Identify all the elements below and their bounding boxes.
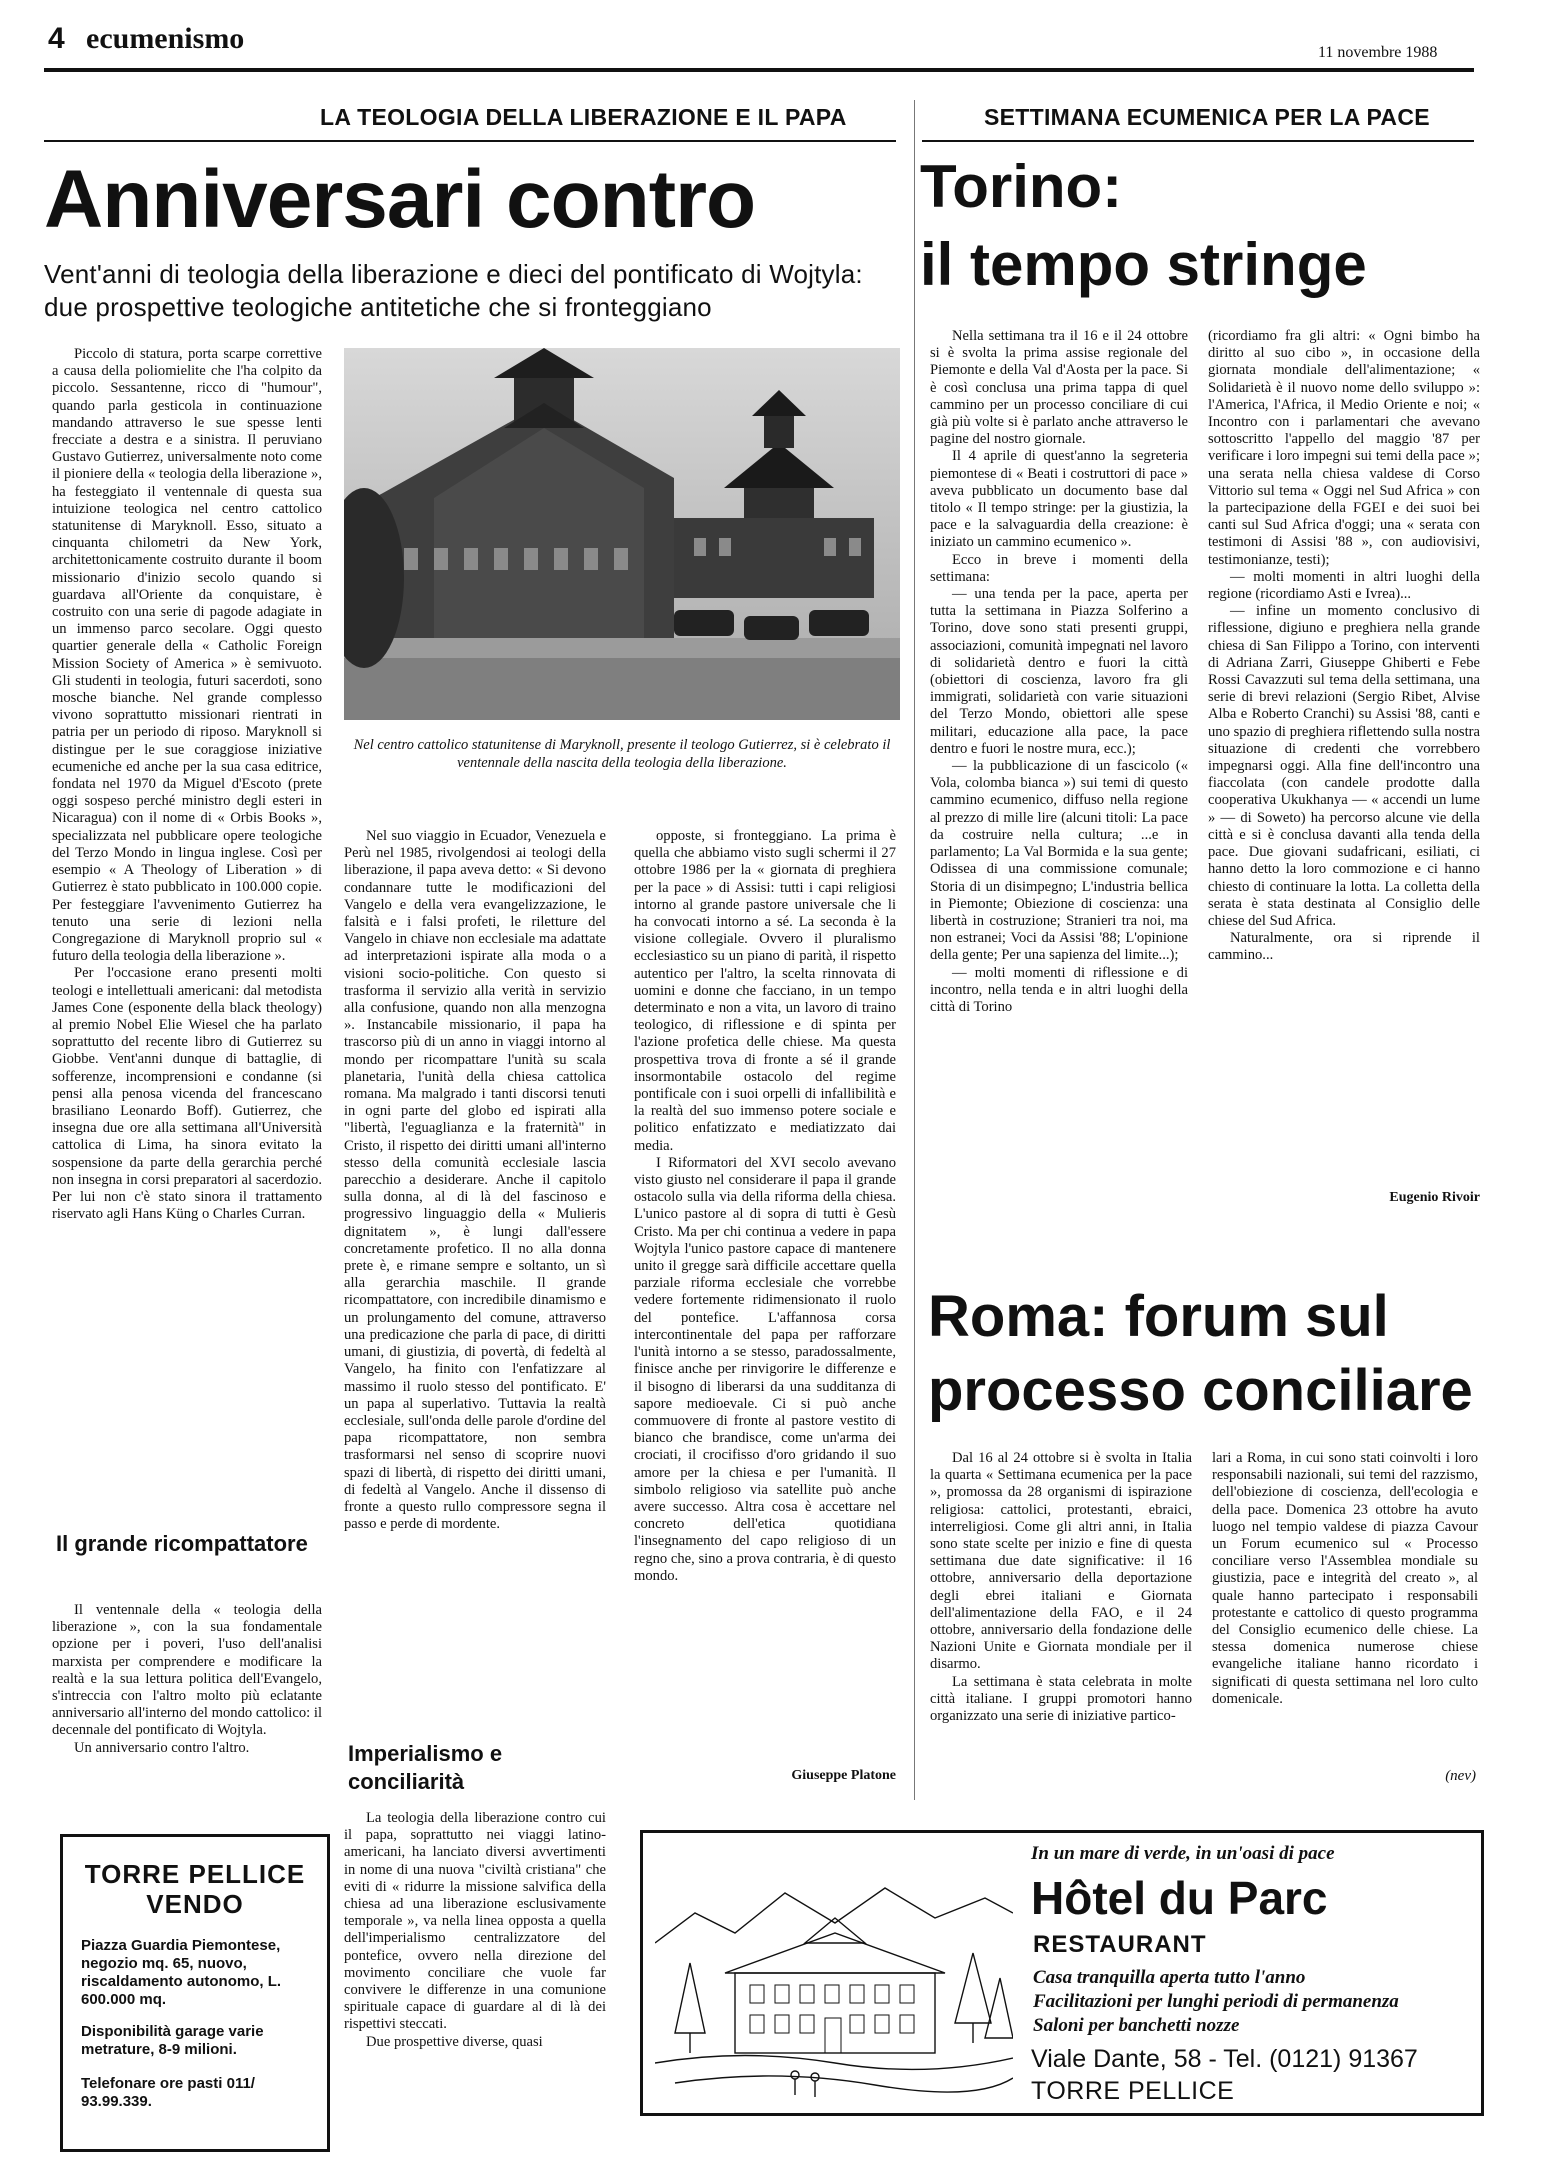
left-subtitle: Vent'anni di teologia della liberazione e dieci del pontificato di Wojtyla: due prospettive teologiche antitetiche che si fronteggiano [44, 259, 863, 322]
paragraph: — infine un momento conclusivo di riflessione, digiuno e preghiera nella grande chiesa di San Filippo a Torino, con interventi di Adriana Zarri, Giuseppe Ghiberti e Febe Rossi Cavazzuti sul tema della settimana, una serie di brevi relazioni (Sergio Ribet, Alvise Alba e Roberto Cranchi) su Assisi '88, canti e uno spazio di preghiera riflettendo sulla nostra situazione di credenti che vorrebbero impegnarsi oggi. Alla fine dell'incontro una fiaccolata (con candele prodotte dalla cooperativa Ukukhanya — « accendi un lume » — di Soweto) ha percorso alcune vie della città e si è conclusa davanti alla tenda della pace. Due giovani sudafricani, esiliati, ci hanno detto la loro commozione e ci hanno chiesto di continuare la lotta. La colletta della serata è stata destinata al Consiglio delle chiese del Sud Africa. [1208, 603, 1480, 929]
left-kicker-rule [44, 140, 896, 142]
left-article-column-3 [634, 828, 896, 1585]
hotel-restaurant: RESTAURANT [1033, 1931, 1207, 1958]
roma-headline-1: Roma: forum sul [928, 1284, 1389, 1349]
torino-headline-1: Torino: [920, 153, 1123, 220]
section-name: ecumenismo [86, 22, 245, 55]
paragraph: I Riformatori del XVI secolo avevano visto giusto nel considerare il papa il grande ostacolo sulla via della riforma della chiesa. L'unico pastore al di sopra di tutti è Gesù Cristo. Ma per chi continua a vedere in papa Wojtyla l'unico pastore capace di mantenere unito il gregge sarà difficile accettare quella parziale riforma ecclesiale che vorrebbe vedere fortemente ridimensionato il ruolo del pontefice. L'affannosa corsa intercontinentale del papa per rafforzare l'unità intorno a se stesso, paradossalmente, finisce anche per rinvigorire le differenze e il bisogno di liberarsi da una sudditanza di sapore medioevale. Ci si può anche commuovere di fronte al pastore vestito di bianco che brandisce, come un'arma dei crociati, il crocifisso d'oro gridando il suo amore per la chiesa e per l'umanità. Il simbolo religioso via satellite può anche avere successo. Altra cosa è accettare nel concreto dell'etica quotidiana l'insegnamento del capo religioso di un regno che, sino a prova contraria, è di questo mondo. [634, 1154, 896, 1584]
photo-caption: Nel centro cattolico statunitense di Maryknoll, presente il teologo Gutierrez, si è celebrato il ventennale della nascita della teologia della liberazione. [353, 737, 891, 771]
hotel-line-3: Saloni per banchetti nozze [1033, 2015, 1240, 2036]
paragraph: Ecco in breve i momenti della settimana: [930, 551, 1188, 585]
hotel-line-1: Casa tranquilla aperta tutto l'anno [1033, 1967, 1306, 1988]
hotel-tagline: In un mare di verde, in un'oasi di pace [1031, 1843, 1335, 1864]
roma-column-1 [930, 1450, 1192, 1725]
maryknoll-photo [344, 348, 900, 720]
ad-torre-garage: Disponibilità garage varie metrature, 8-9 milioni. [81, 2023, 264, 2058]
paragraph: Un anniversario contro l'altro. [74, 1739, 250, 1756]
paragraph: (ricordiamo fra gli altri: « Ogni bimbo ha diritto al suo cibo », in occasione della giornata mondiale dell'alimentazione; « Solidarietà è il nuovo nome dello sviluppo »: l'America, l'Africa, il Medio Oriente e noi; « Incontro con i parlamentari che avevano sottoscritto l'appello del maggio '87 per verificare i loro impegni sui temi della pace »; una serata nella chiesa valdese di Corso Vittorio sul tema « Oggi nel Sud Africa » con la partecipazione della FGEI e dei suoi bei canti sul Sud Africa d'oggi; una « serata con testimoni di Assisi '88 », con audiovisivi, testimonianze, testi); [1208, 328, 1480, 568]
roma-column-2 [1212, 1450, 1478, 1708]
paragraph: Il ventennale della « teologia della liberazione », con la sua fondamentale opzione per i poveri, l'uso dell'analisi marxista per comprendere e modificare la realtà e la sua lettura politica dell'Evangelo, s'intreccia con l'altro molto più eclatante anniversario all'interno del mondo cattolico: il decennale del pontificato di Wojtyla. [52, 1602, 322, 1739]
hotel-illustration [655, 1863, 1013, 2103]
right-kicker: SETTIMANA ECUMENICA PER LA PACE [984, 104, 1430, 130]
ad-torre-title: TORRE PELLICE VENDO [84, 1859, 306, 1919]
paragraph: Dal 16 al 24 ottobre si è svolta in Italia la quarta « Settimana ecumenica per la pace », promossa da 28 organismi di ispirazione religiosa: cattolici, protestanti, ebraici, interreligiosi. Come gli altri anni, in Italia sono state scelte per inizio e fine di questa settimana due date significative: il 16 ottobre, anniversario della deportazione degli ebrei italiani e Giornata dell'alimentazione della FAO, e il 24 ottobre, anniversario della fondazione delle Nazioni Unite e Giornata mondiale per il disarmo. [930, 1450, 1192, 1673]
ad-torre-phone: Telefonare ore pasti 011/ 93.99.339. [81, 2075, 255, 2110]
hotel-line-2: Facilitazioni per lunghi periodi di permanenza [1033, 1991, 1399, 2012]
hotel-address: Viale Dante, 58 - Tel. (0121) 91367 [1031, 2045, 1418, 2073]
paragraph: lari a Roma, in cui sono stati coinvolti i loro responsabili nazionali, sui temi del razzismo, dell'obiezione di coscienza, dell'ecologia e della pace. Domenica 23 ottobre ha avuto luogo nel tempio valdese di piazza Cavour un Forum ecumenico sul « Processo conciliare verso l'Assemblea mondiale su giustizia, pace e integrità del creato », al quale hanno partecipato i responsabili protestante e cattolico di questo programma del Consiglio ecumenico delle chiese. La stessa domenica numerose chiese evangeliche italiane hanno ricordato i significati di questa settimana nel loro culto domenicale. [1212, 1450, 1478, 1707]
subhead-grande-ricompattatore: Il grande ricompattatore [56, 1531, 308, 1556]
paragraph: — una tenda per la pace, aperta per tutta la settimana in Piazza Solferino a Torino, dove sono stati presenti gruppi, associazioni, comunità impegnati nel lavoro di solidarietà dentro e fuori la città (obiettori di coscienza, lavoro fra gli immigrati, solidarietà con varie situazioni del Terzo Mondo, obiettori alle spese militari, educazione alla pace, la pace dentro e fuori le nostre mura, ecc.); [930, 586, 1188, 757]
left-article-column-2 [344, 828, 606, 1533]
paragraph: Per l'occasione erano presenti molti teologi e intellettuali americani: dal metodista James Cone (esponente della black theology) al premio Nobel Elie Wiesel che ha parlato soprattutto del recente libro di Gutierrez su Giobbe. Vent'anni dunque di battaglie, di sofferenze, incomprensioni e condanne (si pensi alla penosa vicenda del francescano brasiliano Leonardo Boff). Gutierrez, che insegna due ore alla settimana all'Università cattolica di Lima, ha sinora evitato la sospensione da parte della gerarchia perché non insegna in corsi preparatori al sacerdozio. Per lui non c'è stato sinora il trattamento riservato agli Hans Küng o Charles Curran. [52, 965, 322, 1223]
subhead-imperialismo: Imperialismo e conciliarità [348, 1741, 503, 1794]
signature-platone: Giuseppe Platone [791, 1768, 896, 1783]
ad-hotel-du-parc [640, 1830, 1484, 2116]
issue-date: 11 novembre 1988 [1318, 44, 1438, 61]
hotel-city: TORRE PELLICE [1031, 2077, 1235, 2105]
left-headline: Anniversari contro [44, 154, 756, 245]
paragraph: — molti momenti in altri luoghi della regione (ricordiamo Asti e Ivrea)... [1208, 568, 1480, 603]
page-number: 4 [48, 22, 65, 55]
paragraph: Il 4 aprile di quest'anno la segreteria piemontese di « Beati i costruttori di pace » aveva pubblicato un documento base dal titolo « Il tempo stringe: per la giustizia, la pace e la salvaguardia della creazione: è iniziato un cammino ecumenico ». [930, 448, 1188, 551]
roma-headline-2: processo conciliare [928, 1358, 1473, 1423]
paragraph: — la pubblicazione di un fascicolo (« Vola, colomba bianca ») sui temi di questo cammino ecumenico, diffuso nella regione al prezzo di mille lire (alcuni titoli: La pace da costruire nella cultura; ...e in parlamento; La Val Bormida e la sua gente; Odissea di una commissione comunale; Storia di un disimpegno; L'industria bellica in Piemonte; Obiezione di coscienza: una libertà in costruzione; Stranieri tra noi, ma non estranei; Voci da Assisi '88; L'opinione della gente; Per una sapienza del limite...); [930, 758, 1188, 964]
left-article-column-2b [344, 1810, 606, 2051]
left-article-column-1 [52, 346, 322, 1223]
paragraph: Piccolo di statura, porta scarpe correttive a causa della poliomielite che l'ha colpito da piccolo. Sessantenne, ricco di "humour", quando parla gesticola in continuazione mandando attraverso le sue spesse lenti frecciate a destra e a sinistra. Il peruviano Gustavo Gutierrez, universalmente noto come il pioniere della « teologia della liberazione », ha festeggiato il ventennale di questa sua intuizione teologica nel centro cattolico statunitense di Maryknoll. Esso, situato a cinquanta chilometri da New York, architettonicamente costruito durante il boom missionario d'inizio secolo quando si guardava all'Oriente da conquistare, è costruito con una serie di pagode adagiate in un immenso parco secolare. Oggi questo quartier generale della « Catholic Foreign Mission Society of America » è semivuoto. Gli studenti in teologia, futuri sacerdoti, sono mosche bianche. Nel grande complesso vivono soprattutto missionari rientrati in patria per un periodo di riposo. Maryknoll si distingue per le sue coraggiose iniziative ecumeniche ed anche per la sua casa editrice, fondata nel 1970 da Miguel d'Escoto (prete oggi sospeso perché ministro degli esteri in Nicaragua) con il nome di « Orbis Books », specializzata nel pubblicare opere teologiche del Terzo Mondo in lingua inglese. Così per esempio « A Theology of Liberation » di Gutierrez è stato pubblicato in 100.000 copie. Per festeggiare l'avvenimento Gutierrez ha tenuto una serie di lezioni nella Congregazione di Maryknoll proprio sul « futuro della teologia della liberazione ». [52, 346, 322, 965]
hotel-name: Hôtel du Parc [1031, 1872, 1328, 1924]
paragraph: La teologia della liberazione contro cui il papa, soprattutto nei viaggi latino-americani, ha lanciato diversi avvertimenti in nome di una nuova "civiltà cristiana" che eviti di « ridurre la missione salvifica della chiesa ad una liberazione esclusivamente temporale », va nella linea opposta a quella dell'imperialismo centralizzatore del pontefice, ovvero nella direzione del movimento conciliare che vuole far convivere le differenze in una comunione spirituale capace di guardare al di là dei rispettivi steccati. [344, 1810, 606, 2033]
header-rule [44, 68, 1474, 72]
paragraph: — molti momenti di riflessione e di incontro, nella tenda e in altri luoghi della città di Torino [930, 964, 1188, 1015]
paragraph: Nel suo viaggio in Ecuador, Venezuela e Perù nel 1985, rivolgendosi ai teologi della liberazione, il papa aveva detto: « Si devono condannare tutte le modificazioni del Vangelo e della vera evangelizzazione, le falsità e i falsi profeti, le riletture del Vangelo in chiave non ecclesiale ma adattate ad interpretazioni ispirate alla moda o a visioni socio-politiche. Con questo si trasforma il servizio alla verità in servizio alla confusione, quando non alla menzogna ». Instancabile missionario, il papa ha trascorso più di un anno in viaggi intorno al mondo per ricompattare l'unità su scala planetaria, l'unità della chiesa cattolica romana. Ma malgrado i tanti discorsi tenuti in ogni parte del globo ed ispirati alla "libertà, l'eguaglianza e la fraternità" in Cristo, il rispetto dei diritti umani all'interno stesso della comunità ecclesiale lascia parecchio a desiderare. Anche il capitolo sulla donna, al di là del fascinoso e progressivo linguaggio della « Mulieris dignitatem », è lungi dall'essere concretamente profetico. Il no alla donna prete è, e rimane sempre e soltanto, un sì alla gerarchia maschile. Il grande ricompattatore, con incredibile dinamismo e un prolungamento del comune, attraverso una predicazione che parla di pace, di diritti umani, di giustizia, di povertà, di fedeltà al Vangelo, ha finito con l'enfatizzare al massimo il ruolo stesso del pontificato. E' un papa al superlativo. Tuttavia la realtà ecclesiale, sull'onda delle parole d'ordine del papa ricompattatore, non sembra trasformarsi nel senso di scoprire nuovi spazi di libertà, di rispetto dei diritti umani, di fedeltà al Vangelo. Anche il dissenso di fronte a questo rullo compressore segna il passo e perde di mordente. [344, 828, 606, 1533]
paragraph: Naturalmente, ora si riprende il cammino... [1208, 930, 1480, 964]
column-separator [914, 100, 915, 1800]
left-kicker: LA TEOLOGIA DELLA LIBERAZIONE E IL PAPA [320, 104, 847, 130]
paragraph: opposte, si fronteggiano. La prima è quella che abbiamo visto sugli schermi il 27 ottobre 1986 per la « giornata di preghiera per la pace » di Assisi: tutti i capi religiosi intorno al grande pastore universale che li ha convocati intorno a sé. La seconda è la visione collegiale. Ovvero il pluralismo ecclesiastico su un piano di parità, il rispetto autentico per l'altro, la scelta rinnovata di uomini e donne che facciano, in un tempo determinato e non a vita, un lavoro di traino teologico, di riflessione e di spinta per l'azione profetica delle chiese. Ma questa prospettiva trova di fronte a sé il grande insormontabile ostacolo del regime pontificale con i suoi orpelli di infallibilità e la realtà del suo immenso potere sociale e politico enfatizzato e mediatizzato dai media. [634, 828, 896, 1154]
right-kicker-rule [922, 140, 1474, 142]
paragraph: La settimana è stata celebrata in molte città italiane. I gruppi promotori hanno organizzato una serie di iniziative partico- [930, 1673, 1192, 1725]
signature-rivoir: Eugenio Rivoir [1389, 1190, 1480, 1205]
torino-column-2 [1208, 328, 1480, 965]
torino-column-1 [930, 328, 1188, 1016]
torino-headline-2: il tempo stringe [920, 231, 1367, 298]
paragraph: Due prospettive diverse, quasi [366, 2033, 543, 2050]
left-article-column-1b [52, 1602, 322, 1757]
paragraph: Nella settimana tra il 16 e il 24 ottobre si è svolta la prima assise regionale del Piemonte e della Val d'Aosta per la pace. Si è così conclusa una prima tappa di quel cammino per un processo conciliare di cui già più volte si è parlato anche attraverso le pagine del nostro giornale. [930, 328, 1188, 448]
ad-torre-body: Piazza Guardia Piemontese, negozio mq. 65, nuovo, riscaldamento autonomo, L. 600.000 mq. [81, 1937, 282, 2008]
signature-nev: (nev) [1445, 1768, 1476, 1784]
ad-torre-pellice [60, 1834, 330, 2152]
